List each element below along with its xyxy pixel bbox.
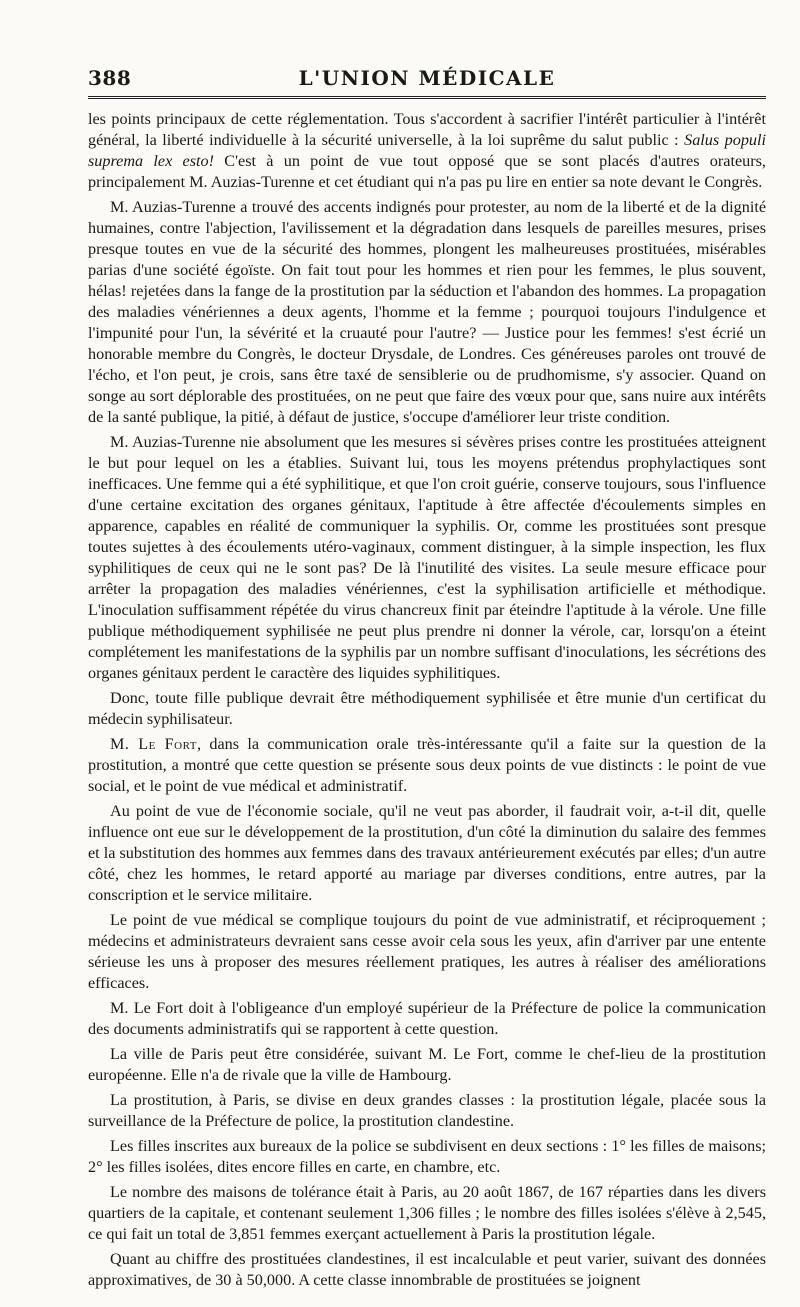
paragraph-text: , dans la communication orale très-intéressante qu'il a faite sur la question de la prostitution, a montré que cette question se présente sous deux points de vue distincts : le point de vue social, et le point de vue médical et administratif.	[88, 735, 766, 795]
paragraph: Quant au chiffre des prostituées clandestines, il est incalculable et peut varier, suivant des données approximatives, de 30 à 50,000. A cette classe innombrable de prostituées se joignent	[88, 1250, 766, 1289]
paragraph: Le nombre des maisons de tolérance était à Paris, au 20 août 1867, de 167 réparties dans les divers quartiers de la capitale, et contenant seulement 1,306 filles ; le nombre des filles isolées s'élève à 2,545, ce qui fait un total de 3,851 femmes exerçant actuellement à Paris la prostitution légale.	[88, 1183, 766, 1243]
paragraph: La prostitution, à Paris, se divise en deux grandes classes : la prostitution légale, placée sous la surveillance de la Préfecture de police, la prostitution clandestine.	[88, 1091, 766, 1130]
paragraph	[88, 109, 766, 193]
paragraph: Donc, toute fille publique devrait être méthodiquement syphilisée et être munie d'un certificat du médecin syphilisateur.	[88, 689, 766, 728]
paragraph: M. Auzias-Turenne nie absolument que les mesures si sévères prises contre les prostituées atteignent le but pour lequel on les a établies. Suivant lui, tous les moyens prétendus prophylactiques sont inefficaces. Une femme qui a été syphilitique, et que l'on croit guérie, conserve toujours, sous l'influence d'une certaine excitation des organes génitaux, l'aptitude à être affectée d'écoulements simples en apparence, capables en réalité de communiquer la syphilis. Or, comme les prostituées sont presque toutes sujettes à des écoulements utéro-vaginaux, comment distinguer, à la simple inspection, les flux syphilitiques de ceux qui ne le sont pas? De là l'inutilité des visites. La seule mesure efficace pour arrêter la propagation des maladies vénériennes, c'est la syphilisation artificielle et méthodique. L'inoculation suffisamment répétée du virus chancreux finit par éteindre l'aptitude à la vérole. Une fille publique méthodiquement syphilisée ne peut plus prendre ni donner la vérole, car, lorsqu'on a éteint complétement les manifestations de la syphilis par un nombre suffisant d'inoculations, les sécrétions des organes génitaux perdent le caractère des liquides syphilitiques.	[88, 433, 766, 682]
speaker-name: M. Le Fort	[110, 735, 198, 753]
running-title: L'UNION MÉDICALE	[298, 66, 556, 90]
paragraph-text: C'est à un point de vue tout opposé que se sont placés d'autres orateurs, principalement M. Auzias-Turenne et cet étudiant qui n'a pas pu lire en entier sa note devant le Congrès.	[88, 152, 766, 191]
paragraph: Au point de vue de l'économie sociale, qu'il ne veut pas aborder, il faudrait voir, a-t-il dit, quelle influence ont eue sur le développement de la prostitution, d'un côté la diminution du salaire des femmes et la substitution des hommes aux femmes dans des travaux antérieurement exécutés par elles; d'un autre côté, chez les hommes, le retard apporté au mariage par diverses conditions, entre autres, par la conscription et le service militaire.	[88, 802, 766, 904]
page-number: 388	[88, 66, 132, 90]
paragraph: M. Auzias-Turenne a trouvé des accents indignés pour protester, au nom de la liberté et de la dignité humaines, contre l'abjection, l'avilissement et la dégradation dans lesquels de pareilles mesures, prises presque toutes en vue de la sécurité des hommes, plongent les malheureuses prostituées, misérables parias d'une société égoïste. On fait tout pour les hommes et rien pour les femmes, le plus souvent, hélas! rejetées dans la fange de la prostitution par la séduction et l'abandon des hommes. La propagation des maladies vénériennes a deux agents, l'homme et la femme ; pourquoi toujours l'indulgence et l'impunité pour l'un, la sévérité et la cruauté pour l'autre? — Justice pour les femmes! s'est écrié un honorable membre du Congrès, le docteur Drysdale, de Londres. Ces généreuses paroles ont trouvé de l'écho, et l'on peut, je crois, sans être taxé de sensiblerie ou de prudhomisme, s'y associer. Quand on songe au sort déplorable des prostituées, on ne peut que faire des vœux pour que, sans nuire aux intérêts de la santé publique, la pitié, à défaut de justice, s'occupe d'améliorer leur triste condition.	[88, 198, 766, 426]
paragraph: La ville de Paris peut être considérée, suivant M. Le Fort, comme le chef-lieu de la prostitution européenne. Elle n'a de rivale que la ville de Hambourg.	[88, 1045, 766, 1084]
paragraph-text: les points principaux de cette réglementation. Tous s'accordent à sacrifier l'intérêt particulier à l'intérêt général, la liberté individuelle à la sécurité universelle, à la loi suprême du salut public :	[88, 110, 766, 149]
paragraph: Le point de vue médical se complique toujours du point de vue administratif, et réciproquement ; médecins et administrateurs devraient sans cesse avoir cela sous les yeux, afin d'arriver par une entente sérieuse les uns à proposer des mesures réellement pratiques, les autres à réaliser des améliorations efficaces.	[88, 911, 766, 992]
paragraph: M. Le Fort doit à l'obligeance d'un employé supérieur de la Préfecture de police la communication des documents administratifs qui se rapportent à cette question.	[88, 999, 766, 1038]
page-header	[88, 56, 766, 99]
paragraph: Les filles inscrites aux bureaux de la police se subdivisent en deux sections : 1° les filles de maisons; 2° les filles isolées, dites encore filles en carte, en chambre, etc.	[88, 1137, 766, 1176]
article-body	[88, 109, 766, 1291]
paragraph	[88, 734, 766, 797]
latin-maxim: Salus populi suprema lex esto!	[88, 131, 766, 170]
